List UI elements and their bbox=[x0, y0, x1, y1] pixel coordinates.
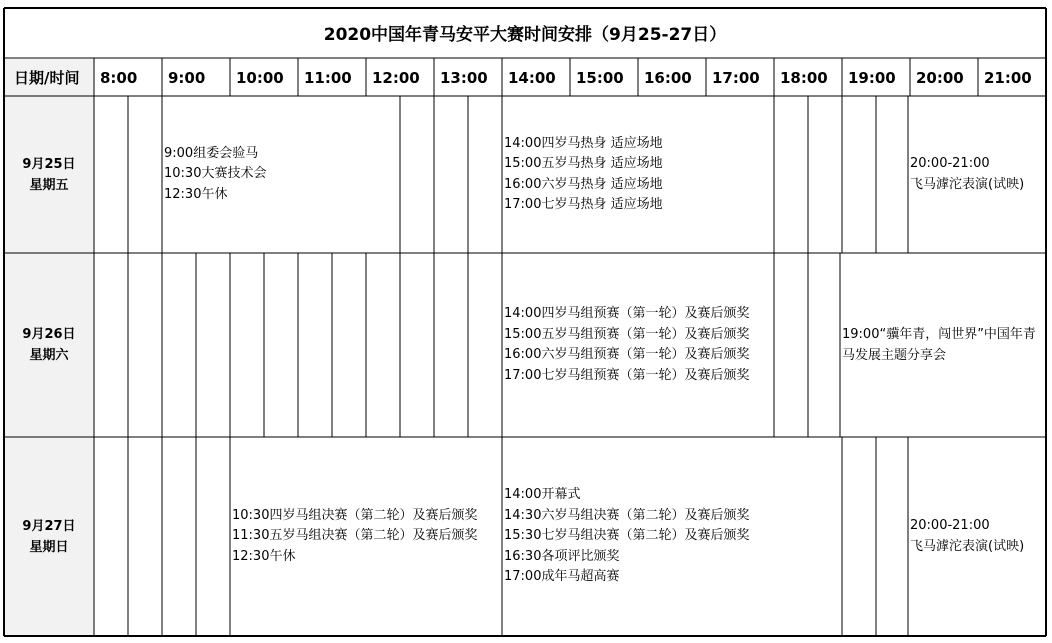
weekday-text: 星期五 bbox=[29, 177, 69, 193]
header-time-21: 21:00 bbox=[984, 68, 1032, 87]
event-line: 20:00-21:00 bbox=[910, 156, 990, 171]
event-line: 16:00六岁马热身 适应场地 bbox=[504, 176, 663, 192]
header-date-time: 日期/时间 bbox=[14, 69, 80, 87]
event-line: 10:30大赛技术会 bbox=[164, 166, 267, 182]
event-line: 10:30四岁马组决赛（第二轮）及赛后颁奖 bbox=[232, 507, 478, 523]
header-time-16: 16:00 bbox=[644, 68, 692, 87]
weekday-text: 星期六 bbox=[29, 348, 69, 363]
event-line: 17:00七岁马组预赛（第一轮）及赛后颁奖 bbox=[504, 367, 750, 383]
date-text: 9月26日 bbox=[22, 327, 76, 342]
header-time-8: 8:00 bbox=[100, 68, 138, 87]
event-line: 11:30五岁马组决赛（第二轮）及赛后颁奖 bbox=[232, 528, 478, 544]
event-line: 14:30六岁马组决赛（第二轮）及赛后颁奖 bbox=[504, 507, 750, 523]
header-time-18: 18:00 bbox=[780, 68, 828, 87]
event-line: 20:00-21:00 bbox=[910, 518, 990, 533]
event-line: 飞马滹沱表演(试映) bbox=[910, 538, 1025, 554]
event-line: 14:00四岁马热身 适应场地 bbox=[504, 135, 663, 151]
date-text: 9月27日 bbox=[22, 518, 76, 534]
event-line: 19:00“骥年青，闯世界”中国年青马发展主题分享会 bbox=[842, 327, 1036, 363]
event-line: 14:00四岁马组预赛（第一轮）及赛后颁奖 bbox=[504, 306, 750, 321]
event-line: 15:00五岁马热身 适应场地 bbox=[504, 156, 663, 171]
date-text: 9月25日 bbox=[22, 156, 76, 172]
event-line: 12:30午休 bbox=[164, 186, 228, 202]
event-line: 14:00开幕式 bbox=[504, 487, 581, 503]
header-time-12: 12:00 bbox=[372, 68, 420, 87]
header-time-20: 20:00 bbox=[916, 68, 964, 87]
event-line: 16:00六岁马组预赛（第一轮）及赛后颁奖 bbox=[504, 347, 750, 362]
header-time-13: 13:00 bbox=[440, 68, 488, 87]
event-line: 17:00成年马超高赛 bbox=[504, 569, 620, 585]
event-line: 12:30午休 bbox=[232, 548, 296, 564]
event-line: 16:30各项评比颁奖 bbox=[504, 548, 620, 564]
header-time-15: 15:00 bbox=[576, 68, 624, 87]
page-title: 2020中国年青马安平大赛时间安排（9月25-27日） bbox=[323, 25, 727, 45]
event-line: 15:30七岁马组决赛（第二轮）及赛后颁奖 bbox=[504, 528, 750, 544]
event-line: 17:00七岁马热身 适应场地 bbox=[504, 197, 663, 212]
event-line: 15:00五岁马组预赛（第一轮）及赛后颁奖 bbox=[504, 326, 750, 342]
event-line: 9:00组委会验马 bbox=[164, 145, 259, 161]
header-time-11: 11:00 bbox=[304, 68, 352, 87]
header-time-10: 10:00 bbox=[236, 68, 284, 87]
header-time-14: 14:00 bbox=[508, 68, 556, 87]
header-time-9: 9:00 bbox=[168, 68, 206, 87]
header-time-19: 19:00 bbox=[848, 68, 896, 87]
weekday-text: 星期日 bbox=[29, 539, 69, 555]
event-line: 飞马滹沱表演(试映) bbox=[910, 176, 1025, 192]
header-time-17: 17:00 bbox=[712, 68, 760, 87]
